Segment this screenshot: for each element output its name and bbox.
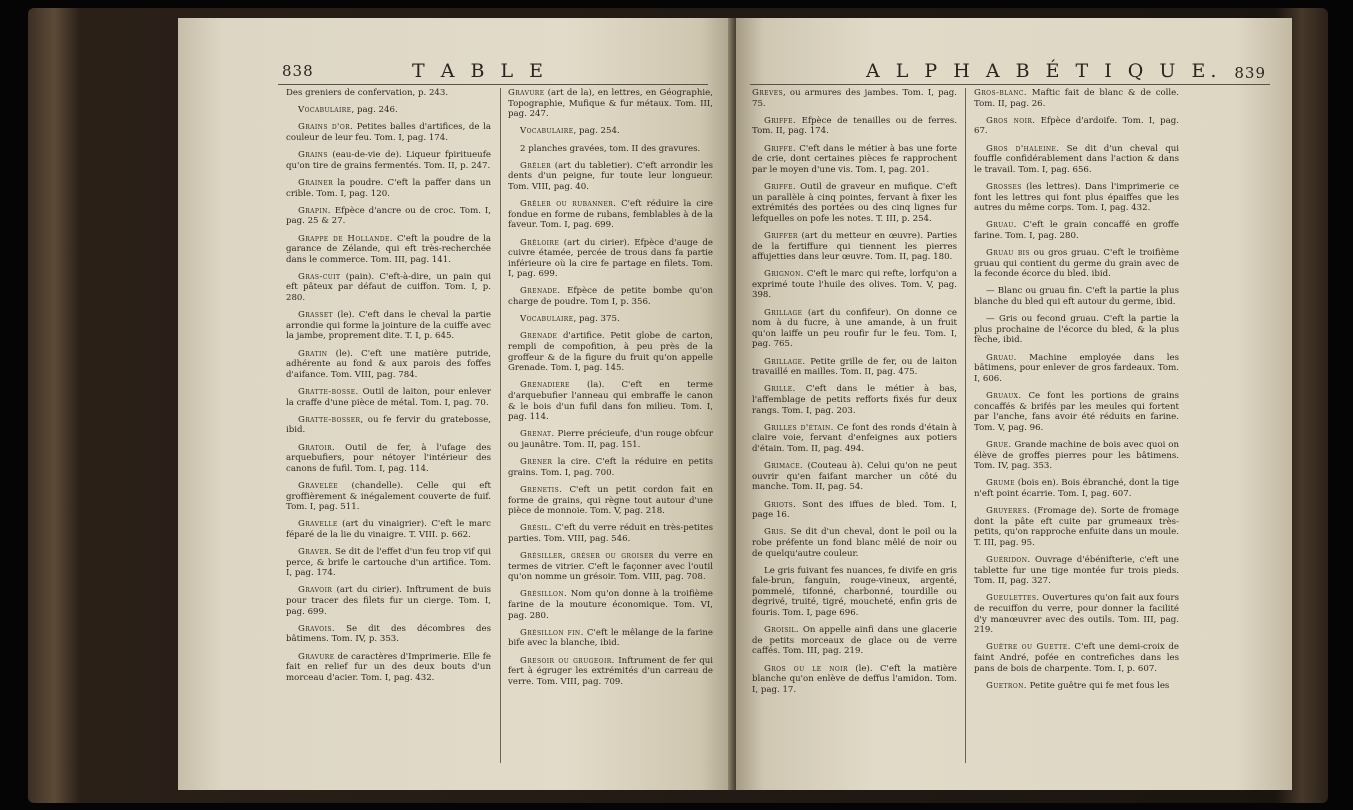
dictionary-entry [508, 656, 713, 688]
dictionary-entry [974, 555, 1179, 587]
entry-definition: , pag. 254. [573, 126, 620, 137]
dictionary-entry [752, 116, 957, 137]
entry-definition: (bois en). Bois ébranché, dont la tige n'eft point écarrie. Tom. I, pag. 607. [974, 478, 1179, 499]
entry-definition: Inftrument de fer qui fert à égruger les extrémités d'un carreau de verre. Tom. VIII, pag. 709. [508, 655, 713, 687]
dictionary-entry [286, 122, 491, 143]
entry-definition: Nom qu'on donne à la troifième farine de la mouture économique. Tom. VI, pag. 280. [508, 589, 713, 621]
entry-term: Gros noir. [986, 115, 1036, 126]
dictionary-entry [286, 105, 491, 116]
entry-term: Grésillon fin. [520, 627, 584, 638]
entry-term: Gris. [764, 527, 787, 538]
entry-definition: Se dit des décombres des bâtimens. Tom. IV, p. 353. [286, 623, 491, 645]
dictionary-entry [286, 443, 491, 475]
dictionary-entry [752, 461, 957, 493]
entry-definition: C'eft dans le métier à bas une forte de crie, dont certaines pièces fe rapprochent par le moyen d'une vis. Tom. I, pag. 201. [752, 143, 957, 175]
entry-definition: Le gris fuivant fes nuances, fe divife en gris fale-brun, fanguin, rouge-vineux, argenté, pommelé, tifonné, charbonné, tourdille ou degrivé, truité, tigré, moucheté, enfin gris de fouris. Tom. I, page 696. [752, 565, 957, 619]
dictionary-entry [286, 387, 491, 408]
dictionary-entry [752, 88, 957, 109]
entry-definition: C'eft réduire la cire fondue en forme de rubans, femblables à de la faveur. Tom. I, pag. 699. [508, 199, 713, 231]
dictionary-entry [508, 457, 713, 478]
entry-definition: Outil de graveur en mufique. C'eft un parallèle à cinq pointes, fervant à fixer les extrémités des portées ou des cinq lignes fur lefquelles on pofe les notes. T. III, p. 254. [752, 181, 957, 224]
dictionary-entry [974, 440, 1179, 472]
entry-definition: de caractères d'Imprimerie. Elle fe fait en relief fur un des deux bouts d'un morceau d'acier. Tom. I, pag. 432. [286, 651, 491, 683]
entry-term: Grains [298, 150, 328, 161]
entry-term: Grilles d'étain. [764, 422, 834, 433]
entry-definition: Sont des iffues de bled. Tom. I, page 16. [752, 499, 957, 521]
entry-definition: (art du cirier). Efpèce d'auge de cuivre étamée, percée de trous dans fa partie inférieure où la cire fe partage en filets. Tom. I, pag. 699. [508, 237, 713, 280]
left-column-1 [286, 88, 491, 690]
entry-term: Groisil. [764, 625, 800, 636]
entry-definition: , pag. 246. [351, 105, 398, 116]
dictionary-entry [286, 310, 491, 342]
entry-term: Griffe. [764, 181, 796, 192]
entry-term: Grume [986, 478, 1015, 489]
dictionary-entry [508, 126, 713, 137]
dictionary-entry [286, 652, 491, 684]
entry-definition: , ou fe fervir du gratebosse, ibid. [286, 414, 491, 436]
dictionary-entry [974, 391, 1179, 433]
entry-term: Grapin. [298, 205, 331, 216]
dictionary-entry [752, 357, 957, 378]
left-column-2 [508, 88, 713, 694]
right-column-2 [974, 88, 1179, 698]
entry-definition: Machine employée dans les bâtimens, pour enlever de gros fardeaux. Tom. I, 606. [974, 352, 1179, 384]
entry-definition: Petite grille de fer, ou de laiton travaillé en mailles. Tom. II, pag. 475. [752, 356, 957, 378]
entry-definition: (pain). C'eft-à-dire, un pain qui eft pâteux par défaut de cuiffon. Tom. I, p. 280. [286, 271, 491, 304]
dictionary-entry [286, 585, 491, 617]
dictionary-entry [974, 248, 1179, 280]
entry-definition: (Couteau à). Celui qu'on ne peut ouvrir qu'en faifant marcher un côté du manche. Tom. II, pag. 54. [752, 461, 957, 493]
entry-definition: Efpèce de tenailles ou de ferres. Tom. II, pag. 174. [752, 115, 957, 137]
dictionary-entry [286, 178, 491, 199]
entry-definition: Se dit de l'effet d'un feu trop vif qui perce, & brife le cartouche d'un artifice. Tom. I, pag. 174. [286, 547, 491, 579]
entry-definition: — Gris ou fecond gruau. C'eft la partie la plus prochaine de l'écorce du bled, & la plus fèche, ibid. [974, 314, 1179, 346]
dictionary-entry [508, 523, 713, 544]
entry-definition: — Blanc ou gruau fin. C'eft la partie la plus blanche du bled qui eft autour du germe, ibid. [974, 286, 1179, 308]
dictionary-entry [508, 286, 713, 307]
entry-term: Griffe. [764, 143, 796, 154]
entry-definition: (art du cirier). Inftrument de buis pour tracer des filets fur un cierge. Tom. I, pag. 699. [286, 585, 491, 617]
dictionary-entry [286, 519, 491, 540]
right-page-header [746, 58, 1266, 84]
dictionary-entry [752, 144, 957, 176]
entry-definition: Efpèce d'ardoife. Tom. I, pag. 67. [974, 115, 1179, 137]
dictionary-entry [974, 478, 1179, 499]
left-header-rule [278, 84, 708, 85]
dictionary-entry [508, 628, 713, 649]
entry-term: Graver. [298, 547, 333, 558]
entry-term: Grillage [764, 307, 803, 318]
entry-definition: , pag. 375. [573, 314, 620, 325]
dictionary-entry [974, 353, 1179, 385]
entry-definition: la poudre. C'eft la paffer dans un crible. Tom. I, pag. 120. [286, 177, 491, 199]
entry-term: Gueulettes. [986, 593, 1040, 604]
entry-term: Gros ou le noir [764, 663, 848, 674]
dictionary-entry [286, 88, 491, 99]
entry-definition: Ce font les portions de grains concaffés & brifés par les meules qui fortent par l'anche, fans avoir été réduits en farine. Tom. V, pag. 96. [974, 391, 1179, 433]
entry-definition: (les lettres). Dans l'imprimerie ce font les lettres qui font plus épaiffes que les autres du même corps. Tom. I, pag. 432. [974, 181, 1179, 214]
dictionary-entry [752, 527, 957, 559]
entry-definition: Se dit d'un cheval, dont le poil ou la robe préfente un fond blanc mêlé de noir ou de quelqu'autre couleur. [752, 527, 957, 559]
dictionary-entry [508, 551, 713, 583]
entry-term: Vocabulaire [520, 314, 574, 325]
entry-term: Greves [752, 88, 783, 98]
book-spread [28, 8, 1328, 803]
entry-term: Grappe de Hollande. [298, 233, 393, 244]
entry-term: Guetron. [986, 680, 1027, 691]
dictionary-entry [974, 286, 1179, 307]
dictionary-entry [508, 238, 713, 280]
entry-term: Grenade [520, 331, 558, 342]
entry-definition: On appelle ainfi dans une glacerie de petits morceaux de glace ou de verre caffés. Tom. III, pag. 219. [752, 625, 957, 657]
right-column-divider [965, 88, 966, 763]
entry-definition: Grande machine de bois avec quoi on élève de groffes pierres pour les bâtimens. Tom. IV, pag. 353. [974, 439, 1179, 472]
dictionary-entry [752, 384, 957, 416]
entry-term: Guéridon. [986, 555, 1031, 566]
dictionary-entry [286, 349, 491, 381]
dictionary-entry [286, 206, 491, 227]
left-running-title: T A B L E [412, 60, 549, 82]
entry-term: Grenetis. [520, 484, 563, 495]
dictionary-entry [974, 182, 1179, 214]
entry-definition: (le). C'eft une matière putride, adhérente au fond & aux parois des foffes d'aifance. Tom. VIII, pag. 784. [286, 348, 491, 380]
entry-definition: Pierre précieufe, d'un rouge obfcur ou jaunâtre. Tom. II, pag. 151. [508, 429, 713, 450]
entry-definition: ou gros gruau. C'eft le troifième gruau qui contient du germe du grain avec de la feconde écorce du bled. ibid. [974, 248, 1179, 280]
entry-term: Grasset [298, 310, 334, 321]
entry-definition: Outil de fer, à l'ufage des arquebufiers, pour nétoyer l'intérieur des canons de fufil. Tom. I, pag. 114. [286, 442, 491, 474]
entry-term: Vocabulaire [520, 126, 574, 137]
dictionary-entry [508, 161, 713, 193]
entry-term: Grêler ou rubanner. [520, 199, 617, 210]
dictionary-entry [286, 272, 491, 304]
dictionary-entry [974, 88, 1179, 109]
entry-term: Gros d'haleine. [986, 143, 1060, 154]
dictionary-entry [508, 144, 713, 155]
entry-term: Gras-cuit [298, 271, 341, 282]
dictionary-entry [286, 481, 491, 513]
entry-term: Gravure [298, 651, 335, 662]
entry-term: Gratoir. [298, 442, 336, 453]
dictionary-entry [752, 231, 957, 263]
entry-definition: C'eft dans le métier à bas, l'affemblage de petits refforts fixés fur deux rangs. Tom. I, pag. 203. [752, 384, 957, 416]
dictionary-entry [508, 314, 713, 325]
entry-term: Gratte-bosser [298, 414, 361, 425]
dictionary-entry [508, 380, 713, 422]
entry-definition: Petites balles d'artifices, de la couleur de leur feu. Tom. I, pag. 174. [286, 122, 491, 143]
entry-term: Gravure [508, 88, 545, 98]
entry-term: Grésil. [520, 523, 552, 534]
entry-term: Grignon. [764, 269, 804, 280]
entry-term: Gruau. [986, 220, 1017, 231]
entry-term: Vocabulaire [298, 105, 352, 116]
dictionary-entry [752, 566, 957, 619]
dictionary-entry [508, 199, 713, 231]
entry-definition: Ouvrage d'ébénifterie, c'eft une tablette fur une tige montée fur trois pieds. Tom. II, pag. 327. [974, 555, 1179, 587]
entry-definition: Ouvertures qu'on fait aux fours de recuiffon du verre, pour donner la facilité d'y manœuvrer avec des outils. Tom. III, pag. 219. [974, 593, 1179, 636]
entry-term: Gruau bis [986, 248, 1030, 259]
entry-term: Grille. [764, 384, 796, 395]
entry-definition: C'eft la poudre de la garance de Zélande, qui eft très-recherchée dans le commerce. Tom. III, pag. 141. [286, 233, 491, 265]
entry-term: Gruyeres. [986, 506, 1031, 517]
dictionary-entry [974, 681, 1179, 692]
entry-term: Grenat. [520, 429, 555, 440]
entry-definition: (chandelle). Celle qui eft groffièrement & inégalement couverte de fuif. Tom. I, pag. 511. [286, 480, 491, 513]
entry-term: Grenadiere [520, 380, 570, 391]
entry-definition: (Fromage de). Sorte de fromage dont la pâte eft cuite par grumeaux très-petits, qu'on rapproche enfuite dans un moule. T. III, pag. 95. [974, 506, 1179, 548]
entry-term: Gresoir ou grugeoir. [520, 655, 615, 666]
dictionary-entry [752, 664, 957, 696]
entry-definition: Efpèce d'ancre ou de croc. Tom. I, pag. 25 & 27. [286, 205, 491, 227]
dictionary-entry [752, 182, 957, 224]
right-page [736, 18, 1292, 790]
entry-definition: (la). C'eft en terme d'arquebufier l'anneau qui embraffe le canon & le bois d'un fufil dans fon milieu. Tom. I, pag. 114. [508, 380, 713, 423]
entry-term: Gruau. [986, 352, 1017, 363]
entry-term: Gravoir [298, 585, 333, 596]
entry-definition: Efpèce de petite bombe qu'on charge de poudre. Tom I, p. 356. [508, 286, 713, 308]
entry-definition: du verre en termes de vitrier. C'eft le façonner avec l'outil qu'on nomme un grésoir. Tom. VIII, pag. 708. [508, 551, 713, 583]
left-column-divider [500, 88, 501, 763]
entry-term: Grains d'or. [298, 122, 354, 133]
entry-term: Griffer [764, 230, 798, 241]
entry-term: Griffe. [764, 115, 796, 126]
dictionary-entry [508, 485, 713, 517]
entry-definition: C'eft un petit cordon fait en forme de grains, qui règne tout autour d'une pièce de monnoie. Tom. V, pag. 218. [508, 484, 713, 517]
entry-definition: Se dit d'un cheval qui fouffle confidérablement dans l'action & dans le travail. Tom. I, pag. 656. [974, 143, 1179, 175]
entry-term: Guêtre ou Guette. [986, 642, 1071, 653]
entry-definition: Ce font des ronds d'étain à claire voie, fervant d'enfeignes aux potiers d'étain. Tom. II, pag. 494. [752, 422, 957, 454]
entry-term: Griots. [764, 499, 797, 510]
right-header-rule [750, 84, 1270, 85]
entry-definition: (art de la), en lettres, en Géographie, Topographie, Mufique & fur métaux. Tom. III, pag. 247. [508, 88, 713, 120]
right-running-title: A L P H A B É T I Q U E. [866, 60, 1222, 82]
entry-definition: 2 planches gravées, tom. II des gravures. [520, 143, 701, 154]
dictionary-entry [974, 642, 1179, 674]
entry-definition: C'eft le grain concaffé en groffe farine. Tom. I, pag. 280. [974, 220, 1179, 241]
entry-definition: Petite guêtre qui fe met fous les [1026, 680, 1170, 691]
entry-term: Grésillon. [520, 589, 568, 600]
entry-term: Grêloire [520, 237, 560, 248]
entry-definition: C'eft le mêlange de la farine bife avec la blanche, ibid. [508, 627, 713, 649]
entry-definition: (art du confifeur). On donne ce nom à du fucre, à une amande, à un fruit qu'on laiffe un peu roufir fur le feu. Tom. I, pag. 765. [752, 307, 957, 350]
entry-term: Gros-blanc. [974, 88, 1028, 98]
dictionary-entry [974, 144, 1179, 176]
dictionary-entry [974, 220, 1179, 241]
dictionary-entry [286, 415, 491, 436]
dictionary-entry [974, 314, 1179, 346]
entry-term: Gratte-bosse. [298, 387, 359, 397]
dictionary-entry [752, 500, 957, 521]
entry-term: Gravelle [298, 519, 338, 530]
entry-definition: la cire. C'eft la réduire en petits grains. Tom. I, pag. 700. [508, 457, 713, 478]
dictionary-entry [286, 150, 491, 171]
dictionary-entry [508, 88, 713, 120]
dictionary-entry [974, 116, 1179, 137]
entry-definition: (art du tabletier). C'eft arrondir les dents d'un peigne, fur toute leur longueur. Tom. VIII, pag. 40. [508, 160, 713, 192]
right-column-1 [752, 88, 957, 702]
entry-definition: (le). C'eft la matière blanche qu'on enlève de deffus l'amidon. Tom. I, pag. 17. [752, 663, 957, 695]
dictionary-entry [508, 331, 713, 373]
entry-term: Gravois. [298, 623, 335, 634]
entry-definition: (eau-de-vie de). Liqueur fpiritueufe qu'on tire de grains fermentés. Tom. II, p. 247. [286, 150, 491, 171]
entry-definition: Maftic fait de blanc & de colle. Tom. II, pag. 26. [974, 88, 1179, 109]
entry-definition: (le). C'eft dans le cheval la partie arrondie qui forme la jointure de la cuiffe avec la jambe, proprement dite. T. I, p. 645. [286, 310, 491, 342]
entry-definition: d'artifice. Petit globe de carton, rempli de compofition, à peu près de la groffeur & de la figure du fruit qu'on appelle Grenade. Tom. I, pag. 145. [508, 331, 713, 374]
entry-term: Grainer [298, 177, 334, 188]
dictionary-entry [286, 547, 491, 579]
dictionary-entry [286, 234, 491, 266]
dictionary-entry [752, 308, 957, 350]
entry-term: Gruaux. [986, 391, 1022, 401]
entry-term: Grêler [520, 160, 552, 171]
entry-term: Grenade. [520, 286, 561, 297]
dictionary-entry [752, 269, 957, 301]
entry-term: Gravelée [298, 480, 339, 491]
dictionary-entry [508, 429, 713, 450]
left-page-header [282, 58, 702, 84]
entry-term: Grosses [986, 181, 1022, 192]
entry-definition: (art du vinaigrier). C'eft le marc féparé de la lie du vinaigre. T. VIII. p. 662. [286, 519, 491, 540]
entry-term: Gratin [298, 348, 328, 359]
entry-definition: Outil de laiton, pour enlever la craffe d'une pièce de métal. Tom. I, pag. 70. [286, 387, 491, 408]
dictionary-entry [286, 624, 491, 645]
entry-definition: Des greniers de confervation, p. 243. [286, 88, 449, 98]
entry-term: Grener [520, 457, 553, 468]
entry-term: Grue. [986, 439, 1012, 450]
entry-definition: C'eft une demi-croix de faint André, pofée en contrefiches dans les pans de bois de charpente. Tom. I, p. 607. [974, 642, 1179, 674]
left-page [178, 18, 734, 790]
entry-term: Grillage. [764, 356, 806, 367]
entry-definition: (art du metteur en œuvre). Parties de la fertiffure qui tiennent les pierres affujetties dans leur œuvre. Tom. II, pag. 180. [752, 230, 957, 263]
entry-definition: C'eft le marc qui refte, lorfqu'on a exprimé toute l'huile des olives. Tom. V, pag. 398. [752, 269, 957, 301]
dictionary-entry [752, 423, 957, 455]
dictionary-entry [752, 625, 957, 657]
entry-definition: C'eft du verre réduit en très-petites parties. Tom. VIII, pag. 546. [508, 523, 713, 544]
dictionary-entry [974, 593, 1179, 635]
entry-definition: , ou armures des jambes. Tom. I, pag. 75. [752, 88, 957, 109]
right-page-number: 839 [1234, 64, 1266, 82]
left-page-number: 838 [282, 62, 314, 80]
entry-term: Grésiller, gréser ou groiser [520, 551, 654, 562]
entry-term: Grimace. [764, 461, 804, 472]
dictionary-entry [974, 506, 1179, 548]
dictionary-entry [508, 589, 713, 621]
